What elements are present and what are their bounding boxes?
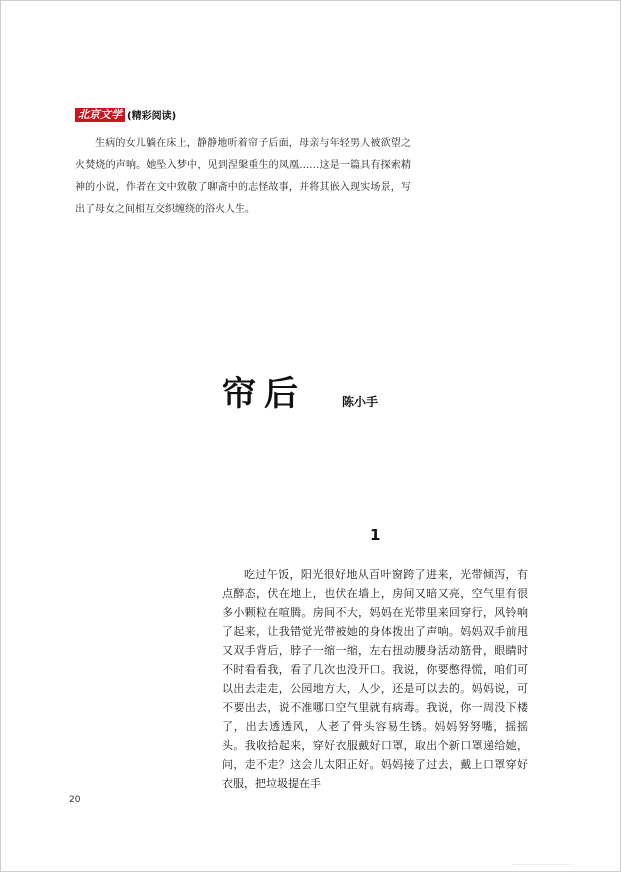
body-paragraph: 吃过午饭，阳光很好地从百叶窗跨了进来，光带倾泻，有点醉态，伏在地上，也伏在墙上，房间又暗又亮，空气里有很多小颗粒在喧腾。房间不大，妈妈在光带里来回穿行，风铃响了起来，让我错觉光带被她的身体拨出了声响。妈妈双手前甩又双手背后，脖子一缩一缩，左右扭动腰身活动筋骨，眼睛时不时看看我，看了几次也没开口。我说，你要憋得慌，咱们可以出去走走，公园地方大，人少，还是可以去的。妈妈说，可不要出去，说不准哪口空气里就有病毒。我说，你一周没下楼了，出去透透风，人老了骨头容易生锈。妈妈努努嘴，摇摇头。我收拾起来，穿好衣服戴好口罩，取出个新口罩递给她，问，走不走？这会儿太阳正好。妈妈接了过去，戴上口罩穿好衣服，把垃圾提在手 (222, 568, 528, 790)
author-name: 陈小手 (342, 395, 379, 409)
section-label: (精彩阅读) (127, 111, 177, 122)
magazine-logo: 北京文学 (75, 108, 125, 122)
story-summary: 生病的女儿躺在床上，静静地听着帘子后面，母亲与年轻男人被欲望之火焚烧的声响。她坠入梦中，见到涅槃重生的凤凰……这是一篇具有探索精神的小说，作者在文中致敬了聊斋中的志怪故事，并将其嵌入现实场景，写出了母女之间相互交织缠绕的浴火人生。 (75, 138, 411, 215)
corner-mark (512, 859, 572, 865)
story-title: 帘后 (222, 374, 306, 414)
column-header (75, 107, 176, 122)
chapter-number: 1 (370, 526, 381, 544)
page-number: 20 (69, 795, 81, 805)
